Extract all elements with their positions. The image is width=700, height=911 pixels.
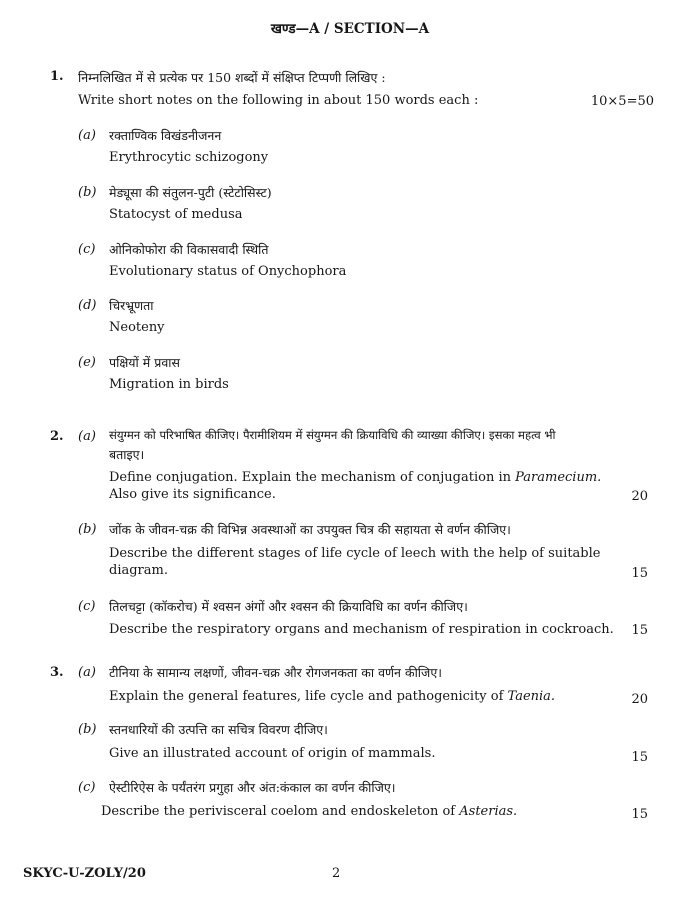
q3-c-hindi: ऐस्टीरिऐस के पर्यंतरंग प्रगुहा और अंत:कंकाल का वर्णन कीजिए। xyxy=(109,780,396,795)
q1-item-a-label: (a) xyxy=(78,128,96,143)
question-1-hindi: निम्नलिखित में से प्रत्येक पर 150 शब्दों में संक्षिप्त टिप्पणी लिखिए : xyxy=(78,70,386,85)
q3-a-english-scientific-name: Taenia. xyxy=(507,689,556,704)
q2-b-english-line1: Describe the different stages of life cycle of leech with the help of suitable xyxy=(109,546,601,561)
q1-item-e-english: Migration in birds xyxy=(109,377,229,392)
q1-item-d-hindi: चिरभ्रूणता xyxy=(109,298,154,313)
q2-b-label: (b) xyxy=(78,522,97,537)
q1-item-d-english: Neoteny xyxy=(109,320,165,335)
q2-c-label: (c) xyxy=(78,599,96,614)
q2-c-marks: 15 xyxy=(631,623,648,638)
q1-item-c-english: Evolutionary status of Onychophora xyxy=(109,264,347,279)
q3-c-english-text: Describe the perivisceral coelom and endoskeleton of xyxy=(101,804,460,819)
q3-c-english-scientific-name: Asterias. xyxy=(459,804,518,819)
question-2-number: 2. xyxy=(50,429,64,444)
q3-b-label: (b) xyxy=(78,722,97,737)
question-1-marks: 10×5=50 xyxy=(590,94,654,109)
q1-item-e-label: (e) xyxy=(78,355,96,370)
q2-a-english-scientific-name: Paramecium. xyxy=(515,470,602,485)
q3-c-label: (c) xyxy=(78,780,96,795)
q1-item-a-english: Erythrocytic schizogony xyxy=(109,150,269,165)
question-1-english: Write short notes on the following in about 150 words each : xyxy=(78,93,479,108)
q3-c-english xyxy=(101,803,517,821)
q3-b-english: Give an illustrated account of origin of mammals. xyxy=(109,746,436,761)
q3-a-marks: 20 xyxy=(631,692,648,707)
q3-a-english-text: Explain the general features, life cycle and pathogenicity of xyxy=(109,689,508,704)
q2-a-english-text: Define conjugation. Explain the mechanism of conjugation in xyxy=(109,470,516,485)
paper-code: SKYC-U-ZOLY/20 xyxy=(23,866,146,881)
q1-item-a-hindi: रक्ताण्विक विखंडनीजनन xyxy=(109,128,222,143)
q2-b-marks: 15 xyxy=(631,566,648,581)
q2-a-hindi-line2: बताइए। xyxy=(109,447,145,462)
q2-b-hindi: जोंक के जीवन-चक्र की विभिन्न अवस्थाओं का उपयुक्त चित्र की सहायता से वर्णन कीजिए। xyxy=(109,522,511,537)
q2-a-marks: 20 xyxy=(631,489,648,504)
q3-c-marks: 15 xyxy=(631,807,648,822)
q2-a-hindi-line1: संयुग्मन को परिभाषित कीजिए। पैरामीशियम में संयुग्मन की क्रियाविधि की व्याख्या कीजिए। इसका महत्व भी xyxy=(109,428,556,442)
q1-item-e-hindi: पक्षियों में प्रवास xyxy=(109,355,180,370)
q2-a-english-line2: Also give its significance. xyxy=(109,487,276,502)
q3-b-hindi: स्तनधारियों की उत्पत्ति का सचित्र विवरण दीजिए। xyxy=(109,722,328,737)
q1-item-c-label: (c) xyxy=(78,242,96,257)
page-number: 2 xyxy=(332,866,341,881)
q3-a-hindi: टीनिया के सामान्य लक्षणों, जीवन-चक्र और रोगजनकता का वर्णन कीजिए। xyxy=(109,665,442,680)
q3-a-label: (a) xyxy=(78,665,96,680)
q2-a-english-line1 xyxy=(109,469,601,487)
question-3-number: 3. xyxy=(50,665,64,680)
q1-item-b-hindi: मेड्यूसा की संतुलन-पुटी (स्टेटोसिस्ट) xyxy=(109,185,272,200)
q1-item-c-hindi: ओनिकोफोरा की विकासवादी स्थिति xyxy=(109,242,269,257)
q3-b-marks: 15 xyxy=(631,750,648,765)
q1-item-b-label: (b) xyxy=(78,185,97,200)
question-1-number: 1. xyxy=(50,69,64,84)
q2-a-label: (a) xyxy=(78,429,96,444)
q1-item-b-english: Statocyst of medusa xyxy=(109,207,243,222)
q2-c-english: Describe the respiratory organs and mechanism of respiration in cockroach. xyxy=(109,622,614,637)
q3-a-english xyxy=(109,688,555,706)
section-heading: खण्ड—A / SECTION—A xyxy=(270,21,430,37)
q2-c-hindi: तिलचट्टा (कॉकरोच) में श्वसन अंगों और श्वसन की क्रियाविधि का वर्णन कीजिए। xyxy=(109,599,468,614)
q1-item-d-label: (d) xyxy=(78,298,97,313)
q2-b-english-line2: diagram. xyxy=(109,563,168,578)
